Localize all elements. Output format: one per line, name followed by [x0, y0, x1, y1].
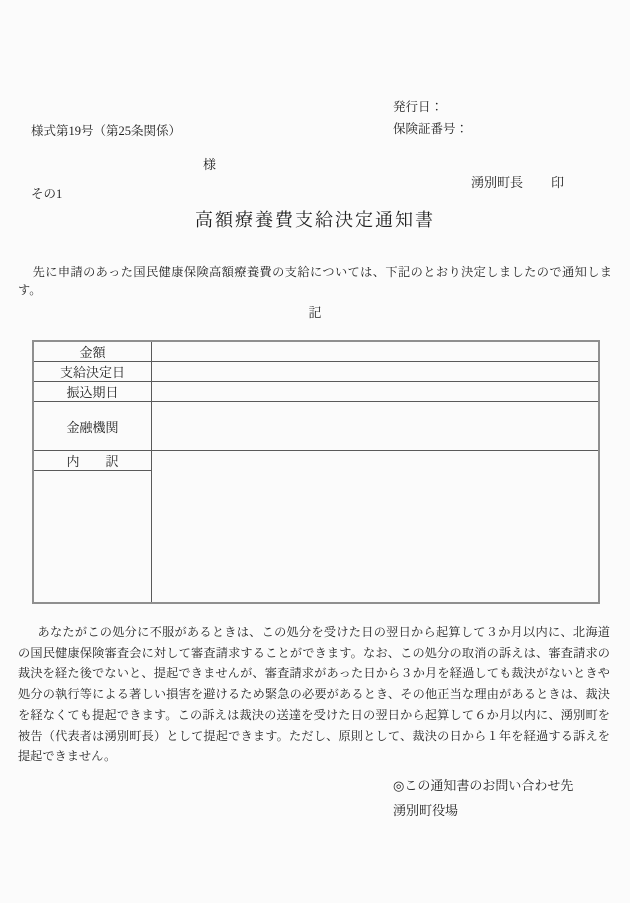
table-row [33, 451, 599, 471]
row-value-transfer-due [152, 382, 600, 402]
row-label-transfer-due: 振込期日 [33, 382, 152, 402]
row-value-financial-institution [152, 402, 600, 451]
seal-mark: 印 [551, 175, 565, 190]
intro-paragraph: 先に申請のあった国民健康保険高額療養費の支給については、下記のとおり決定しましたので通知します。 [18, 265, 612, 297]
issue-info-block [393, 96, 468, 140]
addressee-honorific: 様 [203, 157, 217, 172]
form-subnumber: その1 [31, 187, 63, 201]
issuer-title: 湧別町長 [471, 175, 524, 190]
row-value-amount [152, 341, 600, 362]
contact-heading: ◎この通知書のお問い合わせ先 [393, 778, 574, 793]
document-title: 高額療養費支給決定通知書 [195, 210, 435, 230]
row-label-decision-date: 支給決定日 [33, 362, 152, 382]
row-value-breakdown [152, 451, 600, 604]
form-number: 様式第19号（第25条関係） [31, 124, 182, 138]
insurance-card-number-label: 保険証番号： [393, 122, 469, 136]
benefit-table [32, 340, 600, 604]
benefit-table-wrap [32, 340, 600, 604]
appeal-notice-paragraph: あなたがこの処分に不服があるときは、この処分を受けた日の翌日から起算して３か月以内に、北海道の国民健康保険審査会に対して審査請求することができます。なお、この処分の取消の訴えは、審査請求の裁決を経た後でないと、提起できませんが、審査請求があった日から３か月を経過しても裁決がないときや処分の執行等による著しい損害を避けるため緊急の必要があるとき、その他正当な理由があるときは、裁決を経なくても提起できます。この訴えは裁決の送達を受けた日の翌日から起算して６か月以内に、湧別町を被告（代表者は湧別町長）として提起できます。ただし、原則として、裁決の日から１年を経過する訴えを提起できません。 [18, 625, 610, 764]
row-label-breakdown: 内 訳 [33, 451, 152, 471]
contact-office: 湧別町役場 [393, 803, 459, 818]
issue-date-label: 発行日： [393, 100, 444, 114]
contact-block [393, 773, 573, 823]
record-marker: 記 [308, 305, 322, 320]
row-label-financial-institution: 金融機関 [33, 402, 152, 451]
issuer-line [471, 172, 564, 191]
row-value-decision-date [152, 362, 600, 382]
table-row [33, 382, 599, 402]
table-row [33, 362, 599, 382]
table-row [33, 402, 599, 451]
row-label-amount: 金額 [33, 341, 152, 362]
table-row [33, 341, 599, 362]
breakdown-open-area [33, 471, 152, 604]
